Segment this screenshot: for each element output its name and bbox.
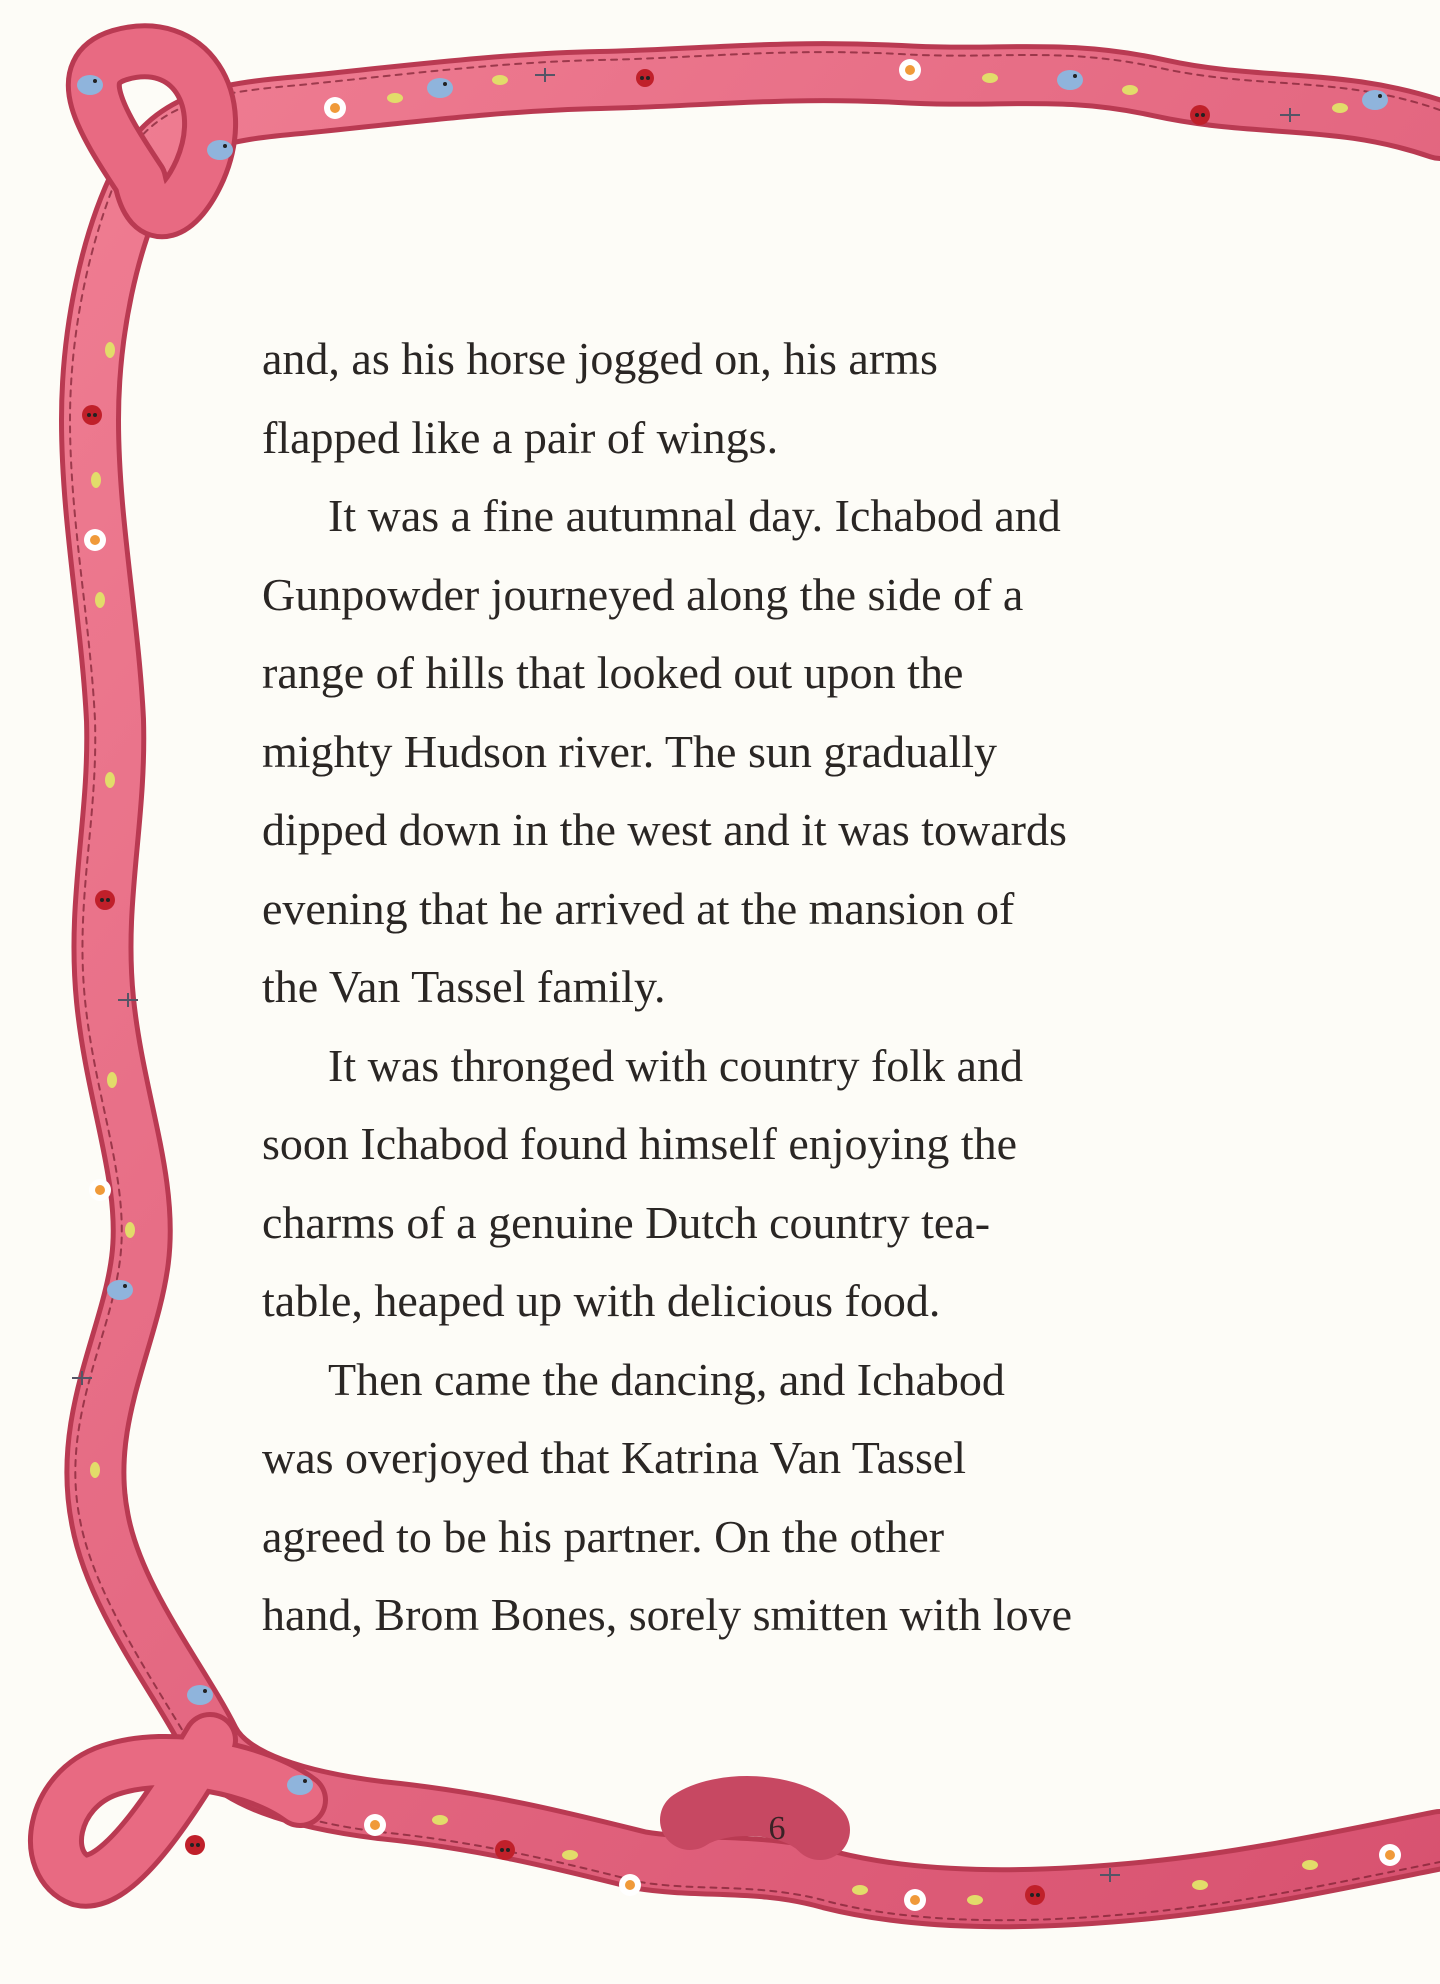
story-line: hand, Brom Bones, sorely smitten with love [262,1589,1073,1640]
dot-icon [387,93,403,103]
story-line: mighty Hudson river. The sun gradually [262,725,998,777]
story-line: table, heaped up with delicious food. [262,1275,941,1326]
story-line: evening that he arrived at the mansion of [262,882,1015,934]
ladybird-icon [82,405,102,425]
dot-icon [982,73,998,83]
dot-icon [95,592,105,608]
dot-icon [492,75,508,85]
daisy-icon [84,529,106,551]
story-line: and, as his horse jogged on, his arms [262,333,938,384]
story-line: charms of a genuine Dutch country tea- [262,1196,991,1248]
story-text [262,320,1262,1655]
daisy-icon [89,1179,111,1201]
daisy-icon [899,59,921,81]
dot-icon [125,1222,135,1238]
story-line: It was a fine autumnal day. Ichabod and [328,490,1061,541]
daisy-icon [324,97,346,119]
story-line: soon Ichabod found himself enjoying the [262,1118,1018,1169]
bird-icon [1362,90,1388,110]
daisy-icon [904,1889,926,1911]
dot-icon [562,1850,578,1860]
page-number: 6 [768,1810,786,1847]
dot-icon [432,1815,448,1825]
ladybird-icon [95,890,115,910]
dot-icon [107,1072,117,1088]
dot-icon [105,772,115,788]
story-line: the Van Tassel family. [262,961,666,1012]
dot-icon [1122,85,1138,95]
daisy-icon [619,1874,641,1896]
daisy-icon [364,1814,386,1836]
daisy-icon [1379,1844,1401,1866]
bird-icon [187,1685,213,1705]
bird-icon [287,1775,313,1795]
ribbon-twist [690,1806,820,1830]
dot-icon [91,472,101,488]
dot-icon [90,1462,100,1478]
ladybird-icon [495,1840,515,1860]
bird-icon [207,140,233,160]
story-line: dipped down in the west and it was towards [262,804,1067,855]
dot-icon [1192,1880,1208,1890]
story-line: flapped like a pair of wings. [262,411,779,463]
story-line: Then came the dancing, and Ichabod [328,1353,1005,1405]
ladybird-icon [1025,1885,1045,1905]
dot-icon [967,1895,983,1905]
dot-icon [852,1885,868,1895]
story-line: Gunpowder journeyed along the side of a [262,568,1024,620]
dot-icon [105,342,115,358]
bird-icon [77,75,103,95]
dot-icon [1332,103,1348,113]
story-line: range of hills that looked out upon the [262,647,964,698]
bird-icon [107,1280,133,1300]
bird-icon [1057,70,1083,90]
ladybird-icon [636,69,654,87]
dot-icon [1302,1860,1318,1870]
story-line: It was thronged with country folk and [328,1039,1023,1091]
story-line: agreed to be his partner. On the other [262,1510,945,1562]
bird-icon [427,78,453,98]
ladybird-icon [185,1835,205,1855]
story-line: was overjoyed that Katrina Van Tassel [262,1432,967,1483]
ladybird-icon [1190,105,1210,125]
